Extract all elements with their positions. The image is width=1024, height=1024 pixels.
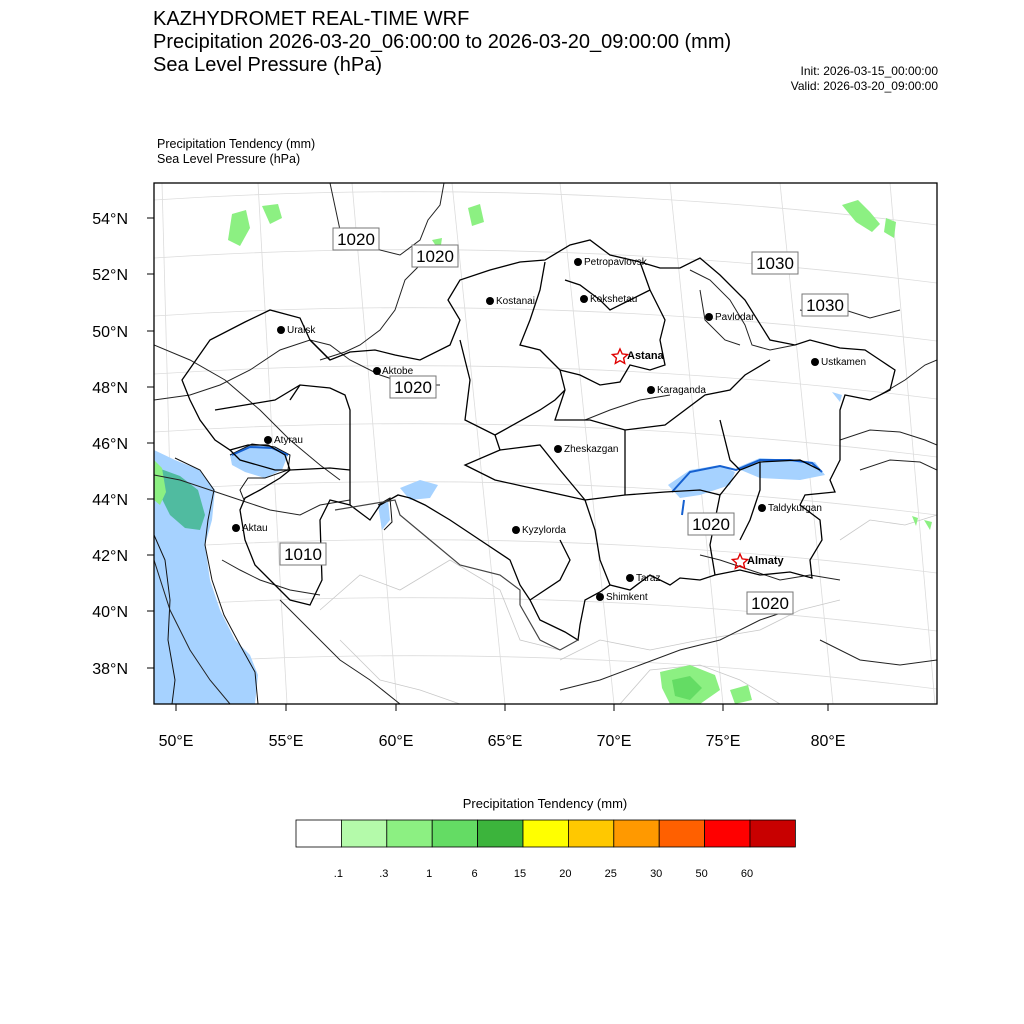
precip-light-blue [154, 392, 842, 704]
lat-label: 42°N [92, 548, 128, 565]
city-astana [612, 349, 664, 363]
capital-star-icon [732, 554, 747, 568]
city-marker [232, 524, 240, 532]
city-label: Taldykurgan [768, 503, 822, 514]
city-aktau [232, 523, 268, 534]
city-label: Karaganda [657, 385, 706, 396]
city-label: Taraz [636, 573, 661, 584]
lat-label: 48°N [92, 380, 128, 397]
city-taldykurgan [758, 503, 822, 514]
city-kyzylorda [512, 525, 566, 536]
lon-labels [159, 733, 846, 750]
colorbar-box [296, 820, 341, 847]
colorbar-box [659, 820, 704, 847]
city-label: Almaty [747, 555, 784, 567]
city-label: Zheskazgan [564, 444, 619, 455]
title-line-1: KAZHYDROMET REAL-TIME WRF [153, 8, 470, 30]
city-marker [705, 313, 713, 321]
legend-title: Precipitation Tendency (mm) [462, 796, 628, 811]
city-label: Pavlodar [715, 312, 755, 323]
colorbar-box [341, 820, 386, 847]
isobar-label: 1020 [394, 378, 432, 397]
subtitle-line-1: Precipitation Tendency (mm) [157, 137, 316, 151]
city-label: Kostanai [496, 296, 535, 307]
title-line-2: Precipitation 2026-03-20_06:00:00 to 2026-03-20_09:00:00 (mm) [153, 31, 732, 53]
lon-label: 55°E [268, 733, 304, 750]
city-marker [486, 297, 494, 305]
neighbour-borders [320, 515, 937, 704]
colorbar-tick-label: 15 [513, 868, 527, 880]
lat-label: 50°N [92, 324, 128, 341]
isobar-label: 1020 [692, 515, 730, 534]
city-label: Aktobe [382, 366, 414, 377]
colorbar-tick-label: 6 [471, 868, 478, 880]
isobar-label: 1030 [756, 254, 794, 273]
colorbar-box [614, 820, 659, 847]
city-ustkamen [811, 357, 866, 368]
colorbar-box [387, 820, 432, 847]
city-marker [626, 574, 634, 582]
subtitle-line-2: Sea Level Pressure (hPa) [157, 152, 301, 166]
isobar-label: 1020 [416, 247, 454, 266]
city-label: Atyrau [274, 435, 303, 446]
city-almaty [732, 554, 784, 568]
city-marker [277, 326, 285, 334]
city-uralsk [277, 325, 316, 336]
isobar-label: 1030 [806, 296, 844, 315]
city-label: Kyzylorda [522, 525, 566, 536]
colorbar-tick-label: .1 [333, 868, 343, 880]
city-aktobe [373, 366, 414, 377]
city-marker [512, 526, 520, 534]
map-plot-area [154, 183, 937, 704]
city-marker [647, 386, 655, 394]
city-marker [264, 436, 272, 444]
graticule [154, 183, 937, 704]
city-marker [574, 258, 582, 266]
colorbar-box [478, 820, 523, 847]
colorbar-tick-label: 20 [559, 868, 572, 880]
capital-star-icon [612, 349, 627, 363]
lat-label: 38°N [92, 661, 128, 678]
lon-label: 75°E [705, 733, 741, 750]
city-label: Aktau [242, 523, 268, 534]
lon-label: 65°E [487, 733, 523, 750]
lat-label: 54°N [92, 211, 128, 228]
lon-label: 60°E [378, 733, 414, 750]
isobar-label: 1010 [284, 545, 322, 564]
city-taraz [626, 573, 660, 584]
city-label: Kokshetau [590, 294, 638, 305]
city-marker [373, 367, 381, 375]
colorbar-tick-label: 60 [740, 868, 754, 880]
city-marker [580, 295, 588, 303]
colorbar-box [750, 820, 795, 847]
city-shimkent [596, 592, 648, 603]
lat-label: 44°N [92, 492, 128, 509]
isobar-label: 1020 [751, 594, 789, 613]
city-kokshetau [580, 294, 637, 305]
colorbar-tick-label: 50 [695, 868, 708, 880]
colorbar-box [432, 820, 477, 847]
international-borders [335, 500, 578, 650]
colorbar-tick-label: .3 [379, 868, 389, 880]
lat-label: 40°N [92, 604, 128, 621]
isobar-label: 1020 [337, 230, 375, 249]
colorbar [296, 820, 795, 880]
city-label: Uralsk [287, 325, 316, 336]
colorbar-box [523, 820, 568, 847]
colorbar-tick-label: 1 [426, 868, 433, 880]
lat-labels [92, 211, 128, 678]
city-marker [554, 445, 562, 453]
city-pavlodar [705, 312, 755, 323]
lon-label: 70°E [596, 733, 632, 750]
colorbar-box [705, 820, 750, 847]
city-label: Petropavlovsk [584, 257, 647, 268]
lat-label: 52°N [92, 267, 128, 284]
colorbar-tick-labels [334, 868, 753, 880]
city-marker [811, 358, 819, 366]
colorbar-boxes [296, 820, 795, 847]
colorbar-tick-label: 25 [604, 868, 617, 880]
init-time: Init: 2026-03-15_00:00:00 [800, 64, 938, 78]
city-label: Shimkent [606, 592, 648, 603]
colorbar-tick-label: 30 [650, 868, 663, 880]
colorbar-box [568, 820, 613, 847]
city-label: Astana [627, 350, 664, 362]
title-line-3: Sea Level Pressure (hPa) [153, 54, 383, 76]
city-marker [596, 593, 604, 601]
city-petropavlovsk [574, 257, 648, 268]
lon-label: 50°E [158, 733, 194, 750]
city-karaganda [647, 385, 706, 396]
city-marker [758, 504, 766, 512]
city-zheskazgan [554, 444, 618, 455]
city-kostanai [486, 296, 535, 307]
lon-label: 80°E [810, 733, 846, 750]
city-atyrau [264, 435, 303, 446]
lat-label: 46°N [92, 436, 128, 453]
city-label: Ustkamen [821, 357, 867, 368]
valid-time: Valid: 2026-03-20_09:00:00 [790, 79, 938, 93]
